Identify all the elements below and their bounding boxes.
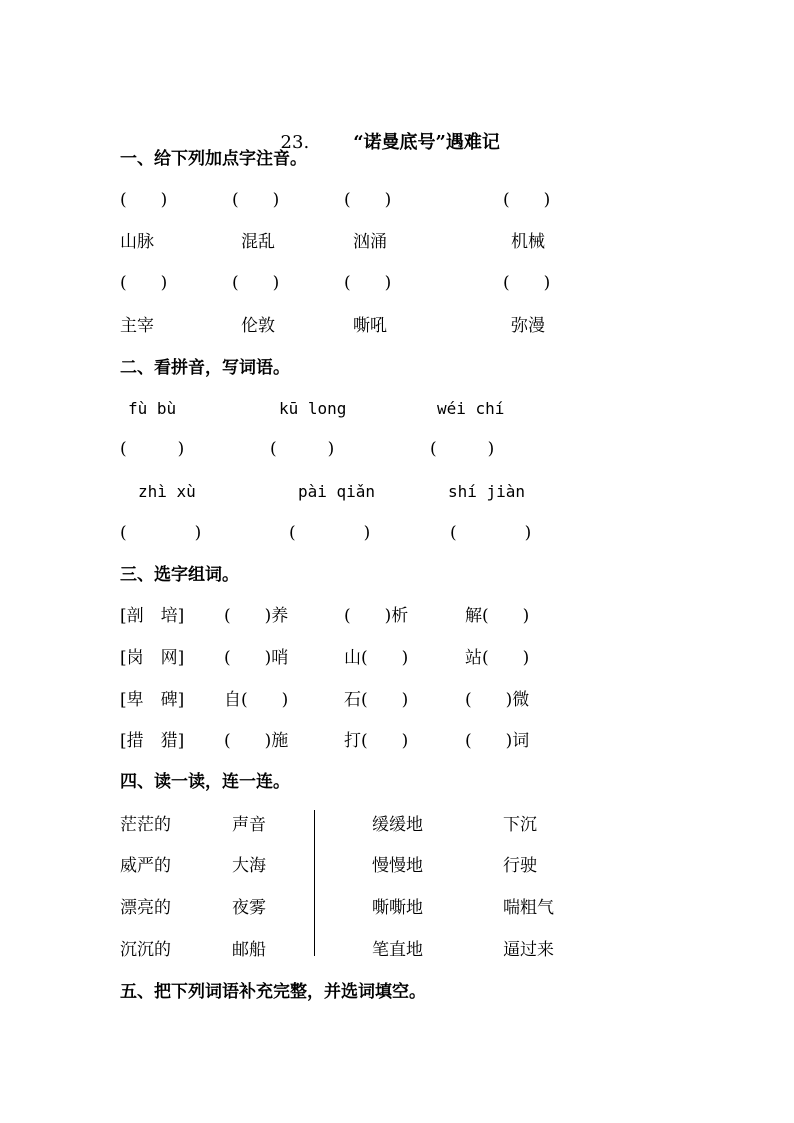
s3-r2-item-2: 山( ) [344, 648, 409, 668]
section1-heading: 一、给下列加点字注音。 [120, 149, 307, 169]
s4-r4-noun: 邮船 [232, 940, 266, 960]
s4-r4-adv: 笔直地 [372, 940, 423, 960]
s1-r2-bracket-3: ( ) [344, 273, 392, 293]
s1-r2-bracket-1: ( ) [120, 273, 168, 293]
s3-r2-item-3: 站( ) [465, 648, 530, 668]
s2-r2-bracket-3: ( ) [450, 523, 532, 543]
s1-r1-word-4: 机械 [511, 232, 545, 252]
s1-r1-word-3: 汹涌 [353, 232, 387, 252]
s1-r2-word-4: 弥漫 [511, 316, 545, 336]
s3-r4-item-3: ( )词 [465, 731, 530, 751]
s2-r1-bracket-2: ( ) [270, 439, 335, 459]
s4-r3-adj: 漂亮的 [120, 898, 171, 918]
s3-r3-item-3: ( )微 [465, 690, 530, 710]
s3-r4-item-2: 打( ) [344, 731, 409, 751]
s3-r1-item-3: 解( ) [465, 606, 530, 626]
s4-r2-adv: 慢慢地 [372, 856, 423, 876]
s2-r2-pinyin-2: pài qiǎn [298, 482, 376, 501]
s3-r4-item-1: ( )施 [224, 731, 289, 751]
s3-r1-chars: [剖 培] [120, 606, 185, 626]
page-title [268, 107, 500, 154]
s3-r2-item-1: ( )哨 [224, 648, 289, 668]
s4-r3-adv: 嘶嘶地 [372, 898, 423, 918]
s1-r1-bracket-4: ( ) [503, 190, 551, 210]
s1-r2-word-3: 嘶吼 [353, 316, 387, 336]
s1-r1-bracket-1: ( ) [120, 190, 168, 210]
s3-r1-item-2: ( )析 [344, 606, 409, 626]
section5-heading: 五、把下列词语补充完整，并选词填空。 [120, 982, 426, 1002]
s1-r2-bracket-4: ( ) [503, 273, 551, 293]
section4-heading: 四、读一读，连一连。 [120, 772, 290, 792]
section2-heading: 二、看拼音，写词语。 [120, 358, 290, 378]
s2-r2-pinyin-1: zhì xù [138, 482, 196, 501]
s2-r1-pinyin-1: fù bù [128, 399, 177, 418]
s3-r2-chars: [岗 网] [120, 648, 185, 668]
s2-r1-pinyin-2: kū long [279, 399, 347, 418]
s4-r3-noun: 夜雾 [232, 898, 266, 918]
s1-r2-word-1: 主宰 [120, 316, 154, 336]
s3-r1-item-1: ( )养 [224, 606, 289, 626]
s4-r4-adj: 沉沉的 [120, 940, 171, 960]
s4-r2-verb: 行驶 [503, 856, 537, 876]
s1-r1-word-2: 混乱 [241, 232, 275, 252]
s4-r1-adj: 茫茫的 [120, 815, 171, 835]
s2-r1-pinyin-3: wéi chí [437, 399, 505, 418]
s2-r2-pinyin-3: shí jiàn [448, 482, 526, 501]
s3-r4-chars: [措 猎] [120, 731, 185, 751]
s1-r2-word-2: 伦敦 [241, 316, 275, 336]
divider-line [314, 810, 315, 956]
s4-r1-verb: 下沉 [503, 815, 537, 835]
s1-r2-bracket-2: ( ) [232, 273, 280, 293]
s1-r1-bracket-3: ( ) [344, 190, 392, 210]
s4-r3-verb: 喘粗气 [503, 898, 554, 918]
s2-r2-bracket-1: ( ) [120, 523, 202, 543]
s4-r2-adj: 威严的 [120, 856, 171, 876]
s4-r1-adv: 缓缓地 [372, 815, 423, 835]
s2-r2-bracket-2: ( ) [289, 523, 371, 543]
s1-r1-word-1: 山脉 [120, 232, 154, 252]
s1-r1-bracket-2: ( ) [232, 190, 280, 210]
lesson-number: 23. [280, 132, 310, 153]
s3-r3-item-2: 石( ) [344, 690, 409, 710]
s2-r1-bracket-1: ( ) [120, 439, 185, 459]
s4-r4-verb: 逼过来 [503, 940, 554, 960]
s4-r1-noun: 声音 [232, 815, 266, 835]
s3-r3-chars: [卑 碑] [120, 690, 185, 710]
s3-r3-item-1: 自( ) [224, 690, 289, 710]
section3-heading: 三、选字组词。 [120, 565, 239, 585]
s4-r2-noun: 大海 [232, 856, 266, 876]
lesson-title: “诺曼底号”遇难记 [353, 132, 500, 153]
s2-r1-bracket-3: ( ) [430, 439, 495, 459]
